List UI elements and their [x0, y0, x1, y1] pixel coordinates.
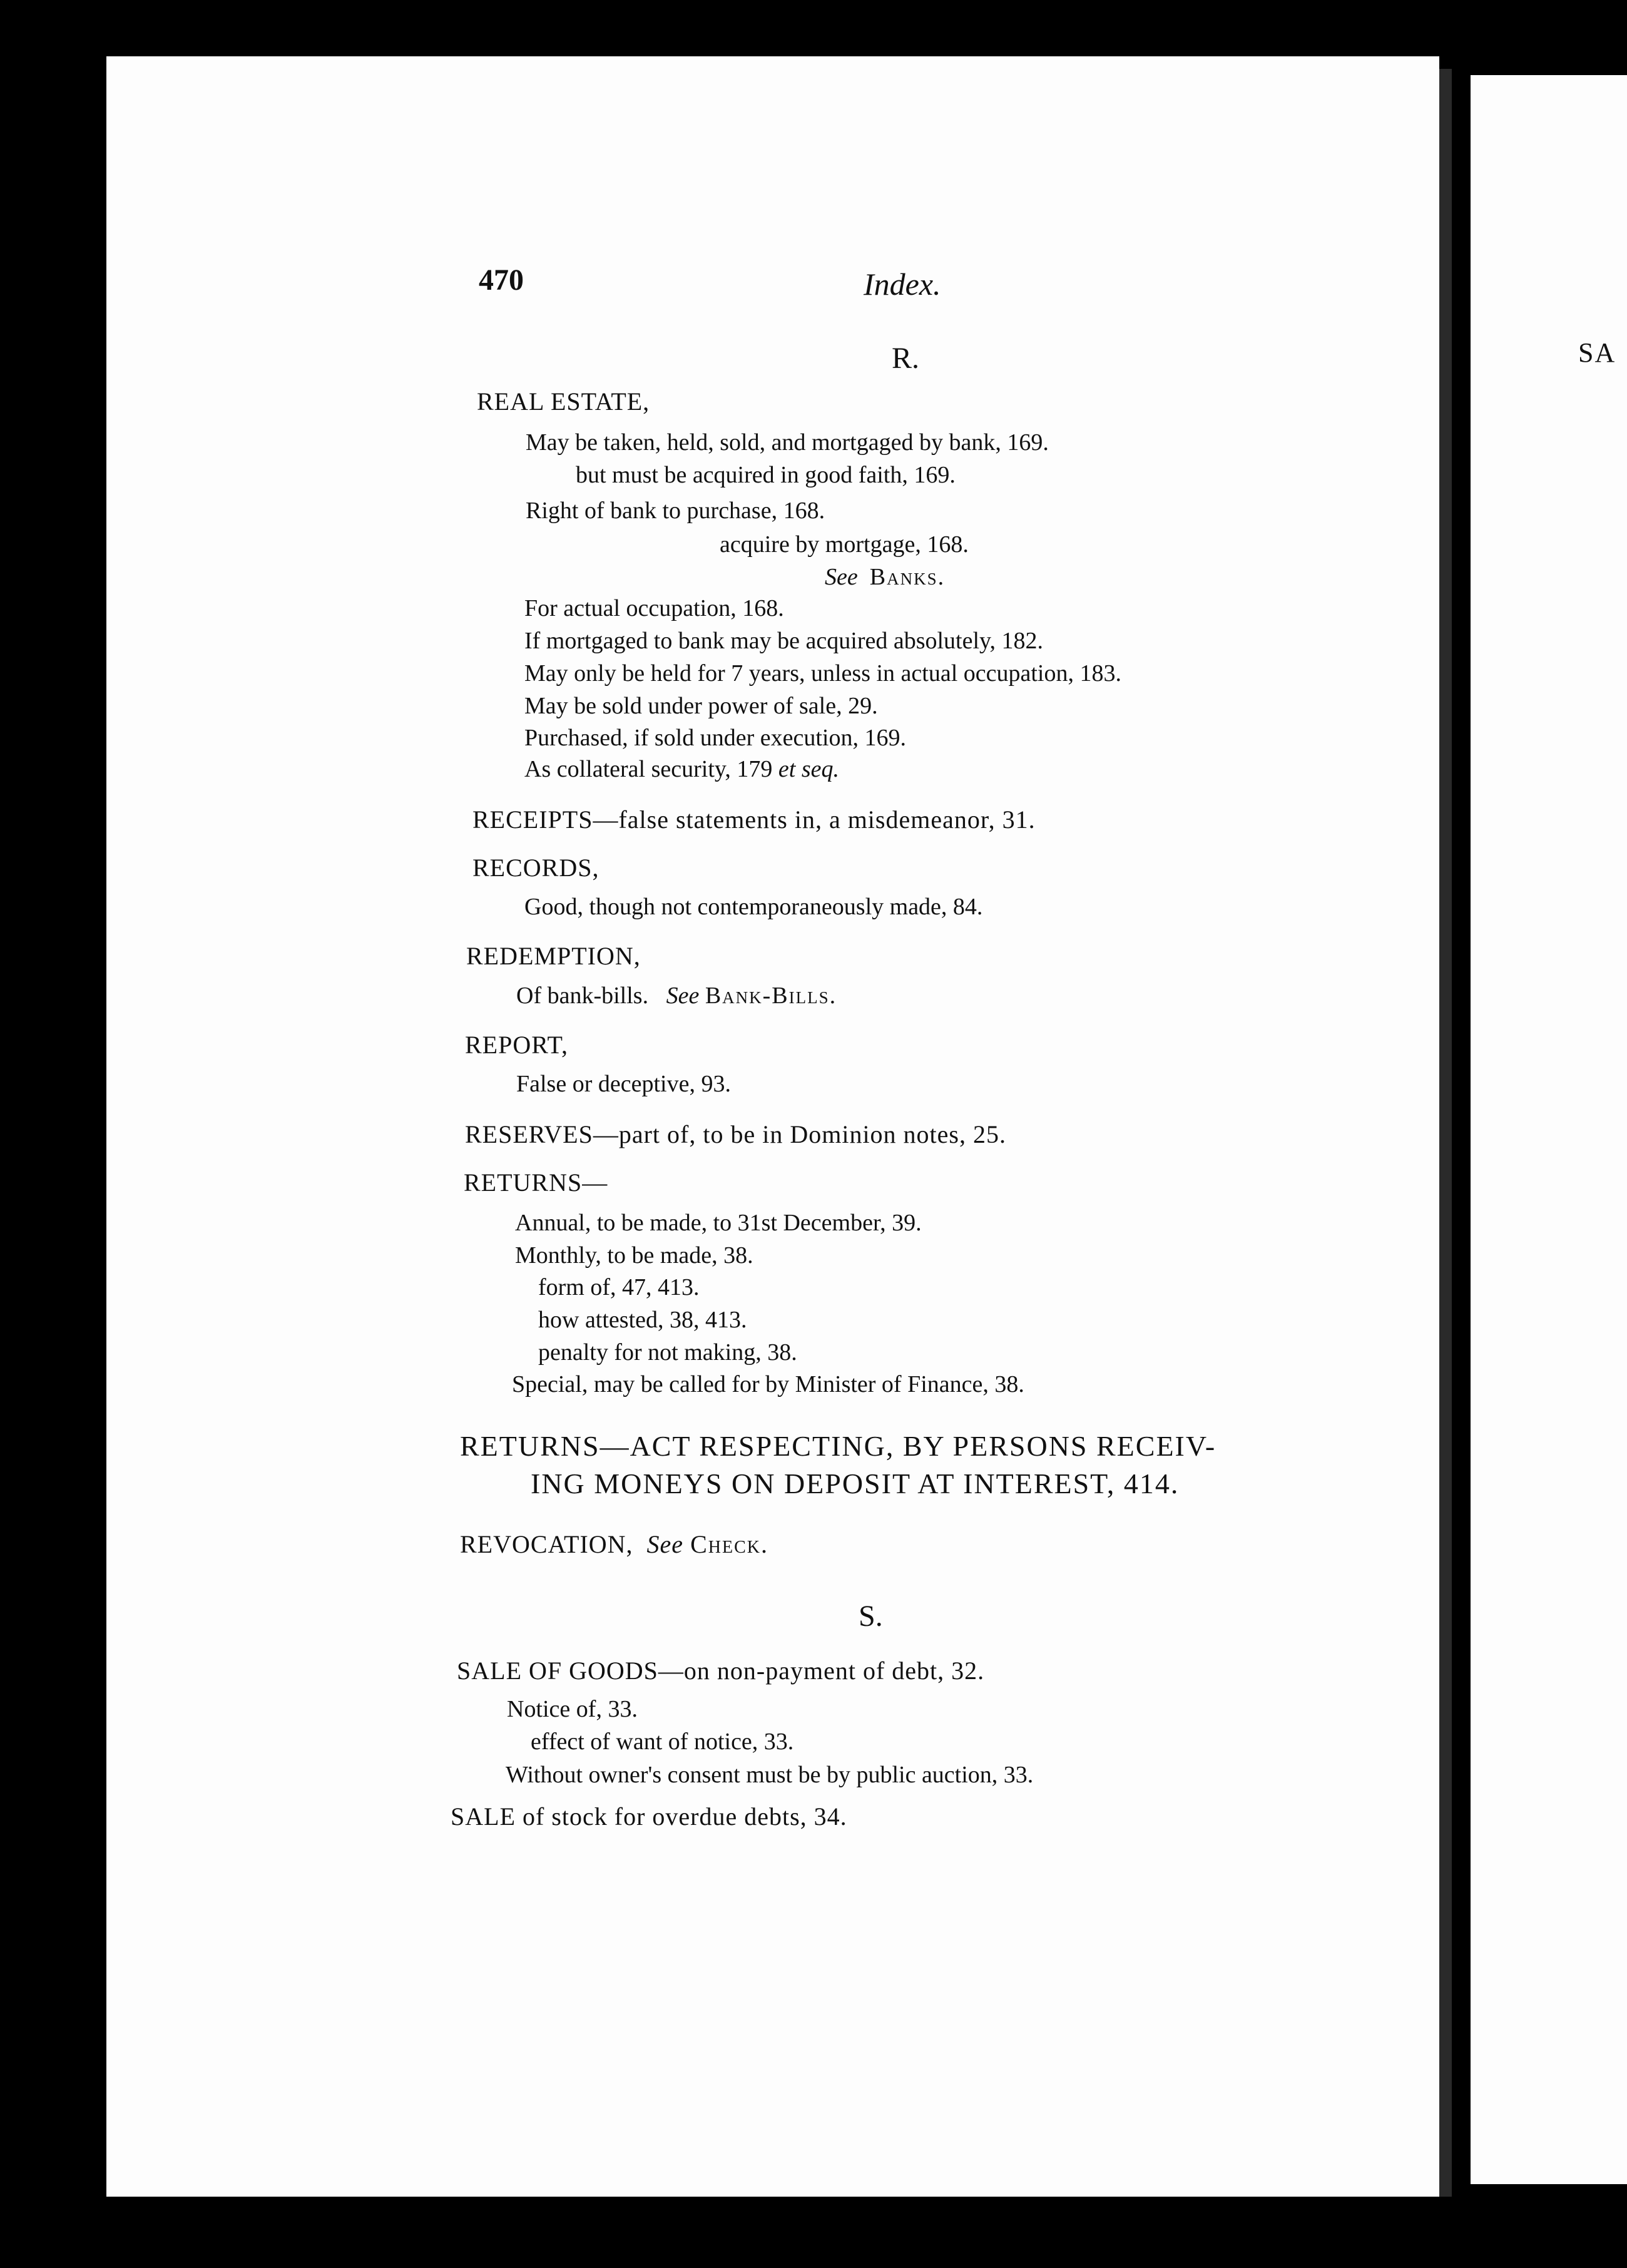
index-subentry: how attested, 38, 413.	[538, 1307, 747, 1333]
index-entry: Monthly, to be made, 38.	[515, 1242, 753, 1269]
see-target: Check.	[690, 1530, 768, 1558]
running-head: Index.	[864, 267, 941, 302]
index-heading-report: REPORT,	[465, 1031, 568, 1059]
index-subentry: penalty for not making, 38.	[538, 1339, 797, 1366]
page-edge	[1439, 69, 1452, 2197]
see-label: See	[646, 1530, 684, 1558]
index-heading-revocation	[460, 1532, 768, 1557]
entry-text: REVOCATION,	[460, 1530, 633, 1558]
index-heading-sale-of-goods: SALE OF GOODS—on non-payment of debt, 32.	[457, 1657, 985, 1685]
index-heading-sale-of-stock: SALE of stock for overdue debts, 34.	[451, 1802, 847, 1831]
index-entry: May be taken, held, sold, and mortgaged by bank, 169.	[526, 429, 1049, 456]
index-heading-reserves: RESERVES—part of, to be in Dominion notes, 25.	[465, 1120, 1006, 1148]
index-heading-redemption: REDEMPTION,	[466, 942, 641, 970]
index-entry: Annual, to be made, to 31st December, 39.	[515, 1210, 922, 1236]
index-heading-real-estate: REAL ESTATE,	[477, 387, 650, 416]
index-entry: Good, though not contemporaneously made, 84.	[524, 894, 983, 920]
entry-text: As collateral security, 179	[524, 756, 773, 782]
index-subentry: form of, 47, 413.	[538, 1274, 700, 1300]
index-subentry: effect of want of notice, 33.	[531, 1729, 794, 1755]
index-entry: If mortgaged to bank may be acquired absolutely, 182.	[524, 628, 1044, 654]
index-subentry: but must be acquired in good faith, 169.	[576, 462, 956, 488]
index-subentry: acquire by mortgage, 168.	[720, 531, 969, 558]
index-entry: Purchased, if sold under execution, 169.	[524, 725, 906, 751]
entry-text: Of bank-bills.	[516, 983, 649, 1009]
index-entry: Special, may be called for by Minister of Finance, 38.	[512, 1371, 1024, 1397]
next-page-fragment: SA	[1578, 337, 1616, 368]
index-entry	[524, 757, 839, 781]
index-entry: Notice of, 33.	[507, 1696, 638, 1722]
index-entry: False or deceptive, 93.	[516, 1071, 731, 1097]
index-entry: May be sold under power of sale, 29.	[524, 693, 878, 719]
index-entry	[516, 984, 837, 1008]
see-target: Banks.	[869, 564, 946, 590]
index-heading-returns-act: RETURNS—ACT RESPECTING, BY PERSONS RECEIV-	[460, 1430, 1216, 1462]
cross-reference	[825, 565, 945, 589]
section-letter-s: S.	[859, 1600, 883, 1633]
next-page-sheet	[1471, 75, 1627, 2184]
index-heading-records: RECORDS,	[472, 854, 599, 882]
index-heading-returns: RETURNS—	[464, 1168, 608, 1197]
index-entry: Right of bank to purchase, 168.	[526, 498, 825, 524]
section-letter-r: R.	[892, 342, 920, 375]
page-number: 470	[479, 263, 524, 297]
see-label: See	[666, 983, 700, 1009]
index-heading-receipts: RECEIPTS—false statements in, a misdemeanor, 31.	[472, 805, 1036, 834]
entry-italic: et seq.	[778, 756, 839, 782]
index-entry: Without owner's consent must be by public auction, 33.	[506, 1762, 1034, 1788]
index-heading-returns-act-continued: ING MONEYS ON DEPOSIT AT INTEREST, 414.	[531, 1468, 1180, 1499]
index-entry: For actual occupation, 168.	[524, 595, 784, 621]
see-label: See	[825, 564, 858, 590]
index-entry: May only be held for 7 years, unless in actual occupation, 183.	[524, 660, 1121, 687]
see-target: Bank-Bills.	[705, 983, 837, 1009]
